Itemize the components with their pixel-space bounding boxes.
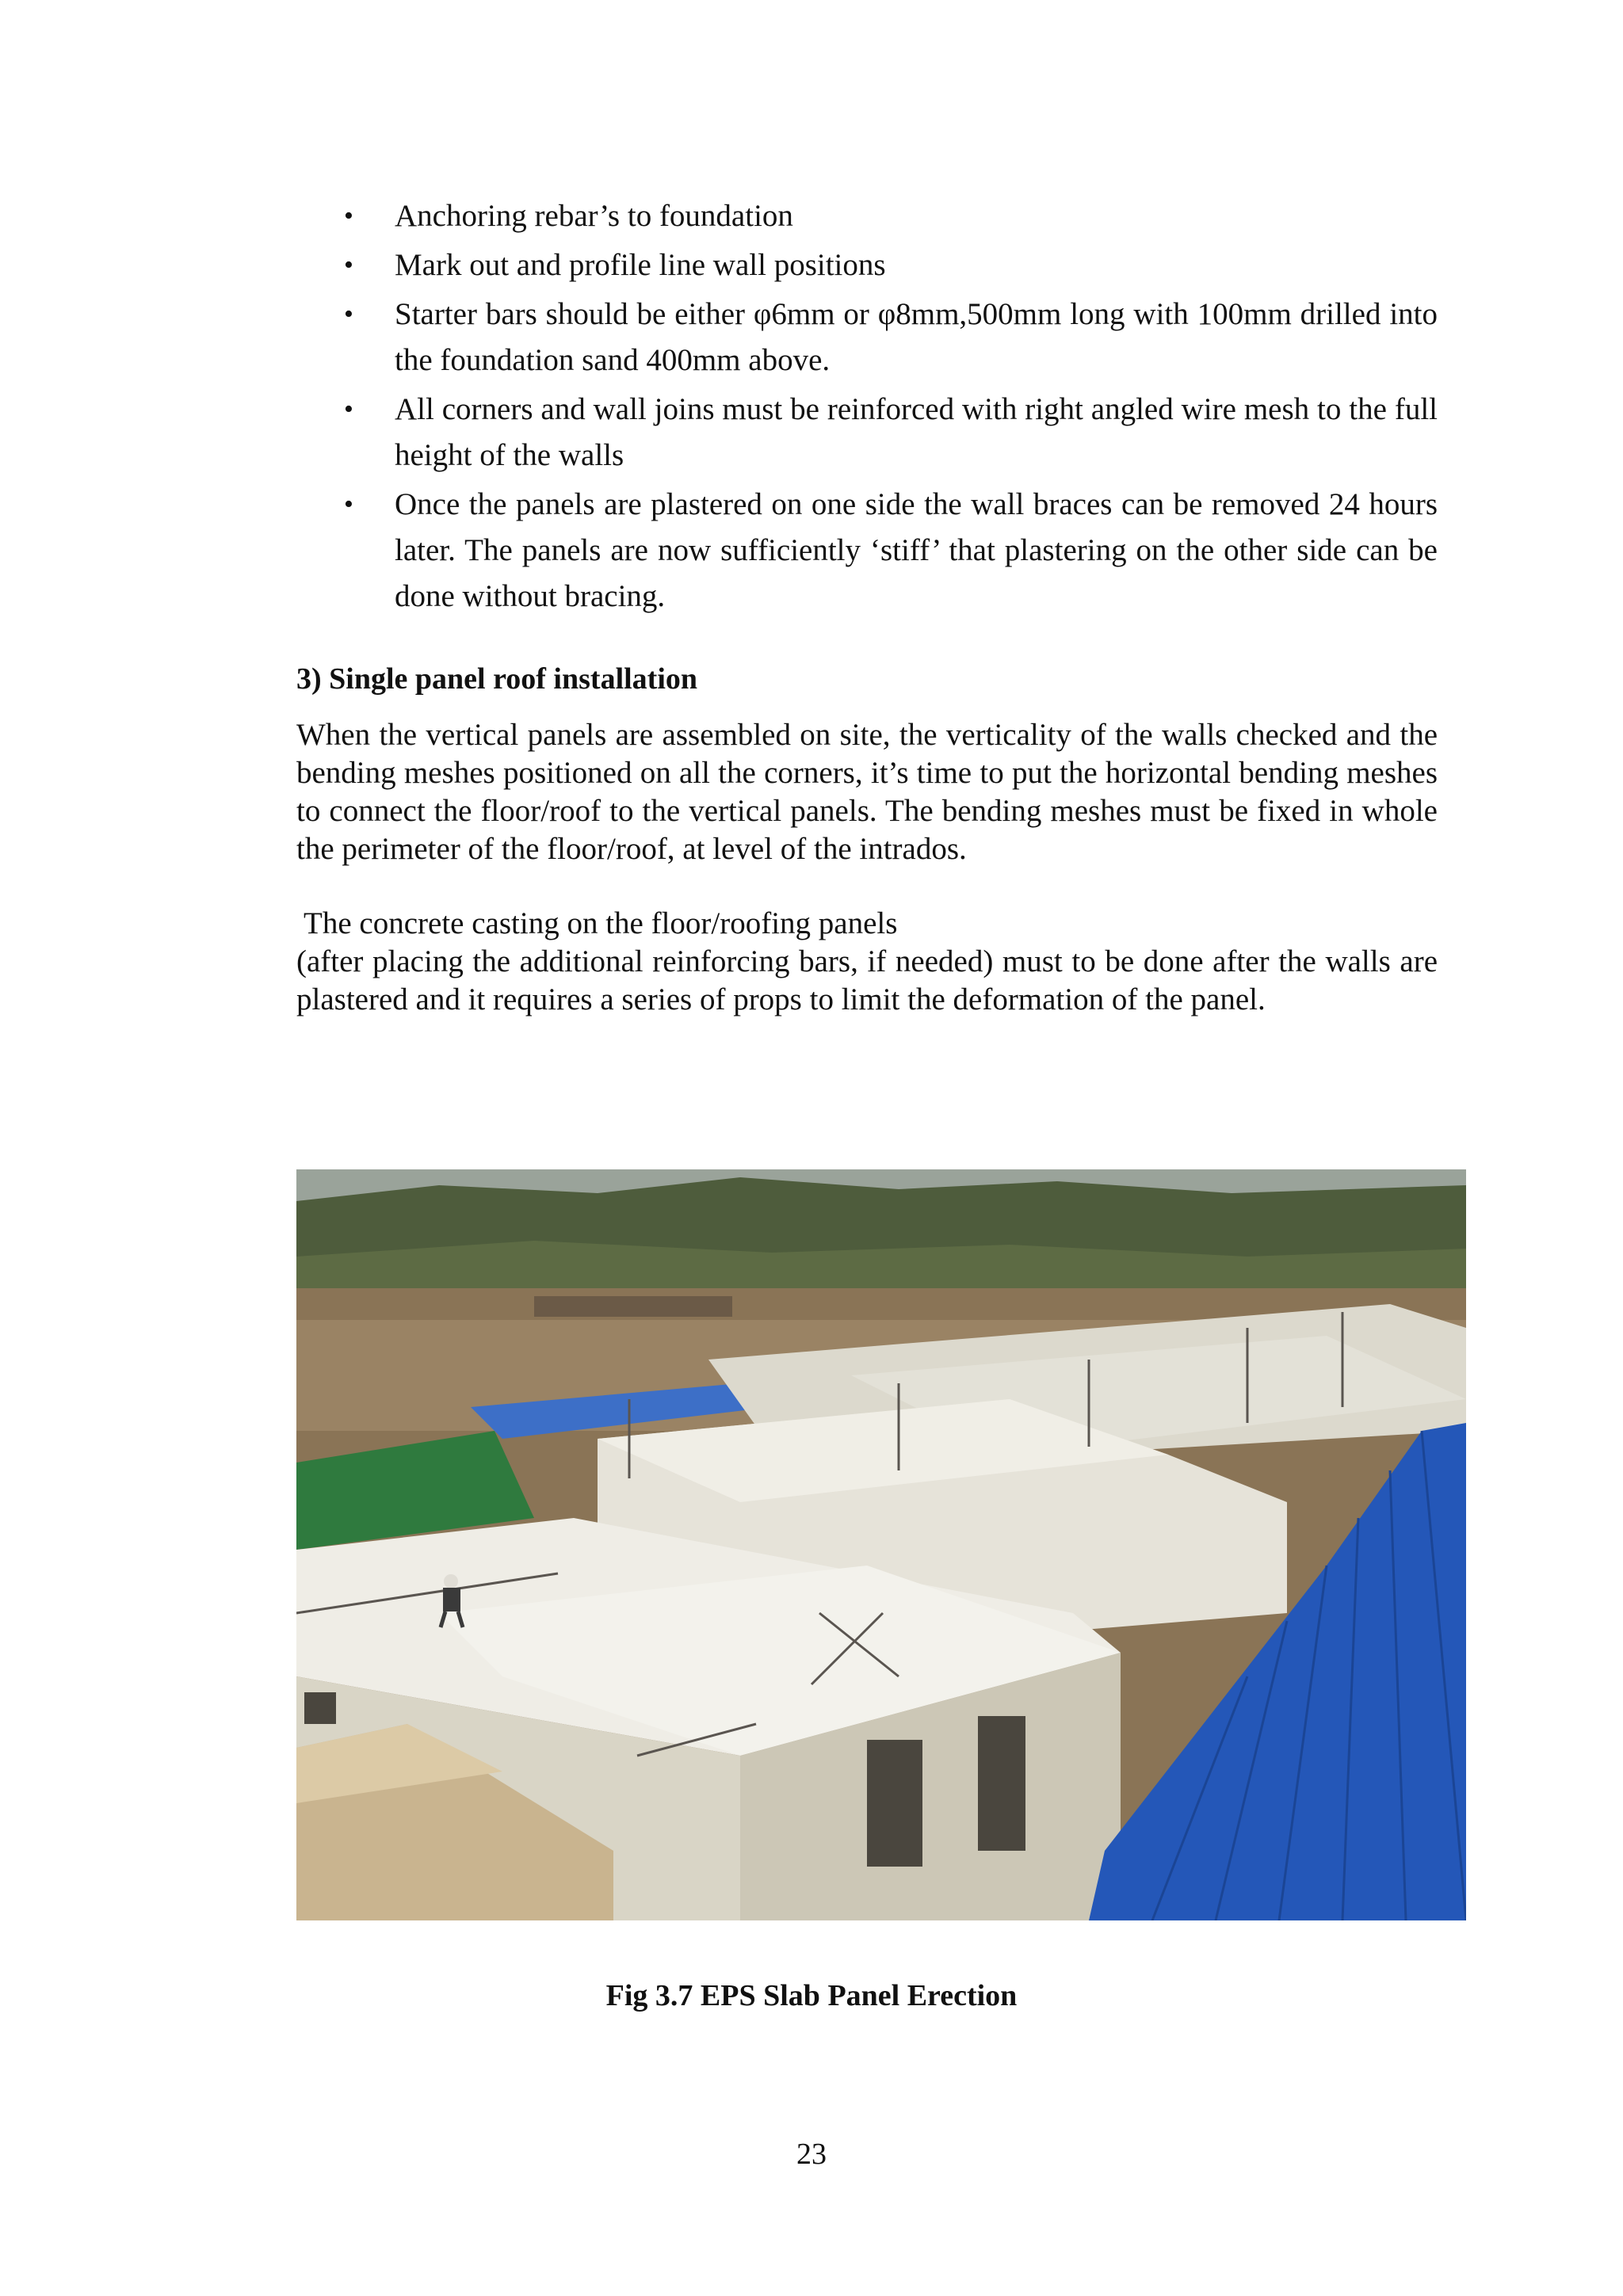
section-heading: 3) Single panel roof installation xyxy=(296,662,698,696)
paragraph: (after placing the additional reinforcing bars, if needed) must to be done after the walls are plastered and it requires a series of props to limit the deformation of the panel. xyxy=(296,944,1438,1016)
list-item-text: Anchoring rebar’s to foundation xyxy=(395,199,793,233)
list-item xyxy=(296,482,1438,620)
construction-site-photo xyxy=(296,1169,1466,1920)
bullet-icon: • xyxy=(344,490,353,519)
photo-illustration xyxy=(296,1169,1466,1920)
bullet-icon: • xyxy=(344,201,353,231)
list-item-text: Once the panels are plastered on one side the wall braces can be removed 24 hours later. The panels are now sufficiently ‘stiff’ that plastering on the other side can be done without bracing. xyxy=(395,487,1438,613)
list-item xyxy=(296,292,1438,383)
list-item-text: All corners and wall joins must be reinforced with right angled wire mesh to the full height of the walls xyxy=(395,392,1438,472)
paragraph-lead-line: The concrete casting on the floor/roofing panels xyxy=(296,906,898,940)
figure-caption: Fig 3.7 EPS Slab Panel Erection xyxy=(605,1979,1018,2012)
list-item xyxy=(296,242,1438,288)
list-item xyxy=(296,387,1438,479)
bullet-list xyxy=(296,193,1438,623)
bullet-icon: • xyxy=(344,299,353,329)
page-number: 23 xyxy=(796,2138,827,2171)
list-item-text: Mark out and profile line wall positions xyxy=(395,248,886,282)
paragraph: When the vertical panels are assembled on site, the verticality of the walls checked and the bending meshes positioned on all the corners, it’s time to put the horizontal bending meshes to connect the floor/roof to the vertical panels. The bending meshes must be fixed in whole the perimeter of the floor/roof, at level of the intrados. xyxy=(296,718,1438,866)
list-item-text: Starter bars should be either φ6mm or φ8mm,500mm long with 100mm drilled into the foundation sand 400mm above. xyxy=(395,297,1438,377)
bullet-icon: • xyxy=(344,250,353,280)
bullet-icon: • xyxy=(344,395,353,424)
list-item xyxy=(296,193,1438,239)
